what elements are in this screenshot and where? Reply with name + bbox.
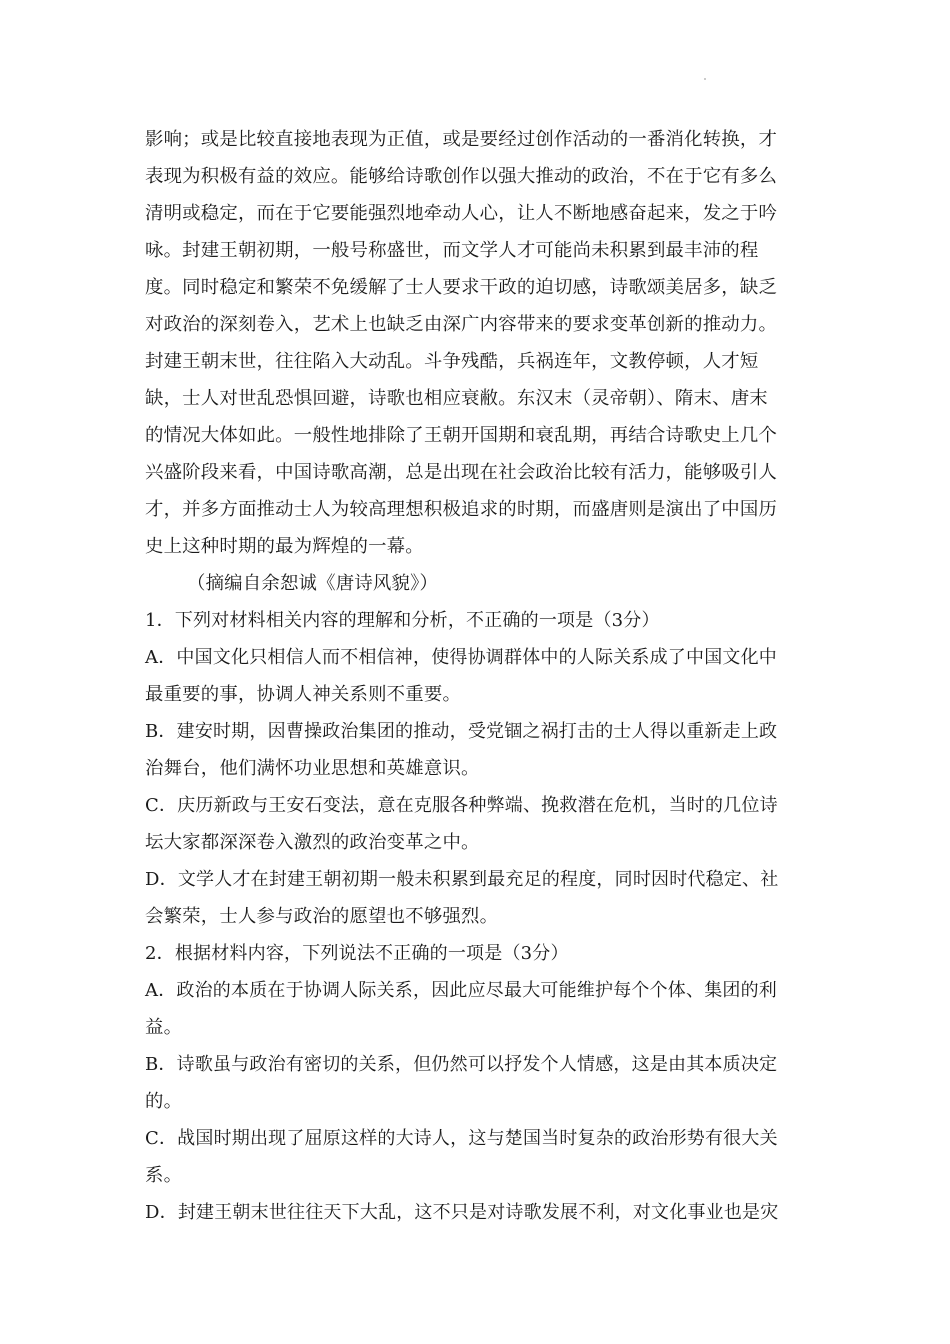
- passage-line: 缺，士人对世乱恐惧回避，诗歌也相应衰敝。东汉末（灵帝朝）、隋末、唐末: [145, 388, 768, 409]
- question-1: [145, 602, 810, 935]
- option-a-line: 最重要的事，协调人神关系则不重要。: [145, 684, 462, 705]
- question-2: [145, 935, 810, 1231]
- option-b-line: B．诗歌虽与政治有密切的关系，但仍然可以抒发个人情感，这是由其本质决定: [145, 1054, 778, 1075]
- passage-line: 度。同时稳定和繁荣不免缓解了士人要求干政的迫切感，诗歌颂美居多，缺乏: [145, 277, 778, 298]
- passage-line: 的情况大体如此。一般性地排除了王朝开国期和衰乱期，再结合诗歌史上几个: [145, 425, 778, 446]
- passage-line: 兴盛阶段来看，中国诗歌高潮，总是出现在社会政治比较有活力，能够吸引人: [145, 462, 778, 483]
- passage-line: 才，并多方面推动士人为较高理想积极追求的时期，而盛唐则是演出了中国历: [145, 499, 778, 520]
- option-d-line: 会繁荣，士人参与政治的愿望也不够强烈。: [145, 906, 499, 927]
- option-c-line: 坛大家都深深卷入激烈的政治变革之中。: [145, 832, 480, 853]
- option-b-line: B．建安时期，因曹操政治集团的推动，受党锢之祸打击的士人得以重新走上政: [145, 721, 778, 742]
- option-a-line: A．中国文化只相信人而不相信神，使得协调群体中的人际关系成了中国文化中: [145, 647, 777, 668]
- passage-line: 表现为积极有益的效应。能够给诗歌创作以强大推动的政治，不在于它有多么: [145, 166, 778, 187]
- scan-dot: [704, 78, 706, 80]
- option-d-line: D．封建王朝末世往往天下大乱，这不只是对诗歌发展不利，对文化事业也是灾: [145, 1202, 779, 1223]
- option-c-line: C．战国时期出现了屈原这样的大诗人，这与楚国当时复杂的政治形势有很大关: [145, 1128, 778, 1149]
- option-a-line: A．政治的本质在于协调人际关系，因此应尽最大可能维护每个个体、集团的利: [145, 980, 777, 1001]
- passage-line: 对政治的深刻卷入，艺术上也缺乏由深广内容带来的要求变革创新的推动力。: [145, 314, 778, 335]
- passage: [145, 121, 810, 602]
- option-b-line: 的。: [145, 1091, 183, 1112]
- question-stem: 1．下列对材料相关内容的理解和分析，不正确的一项是（3分）: [145, 610, 660, 631]
- passage-line: 史上这种时期的最为辉煌的一幕。: [145, 536, 424, 557]
- document-body: [145, 121, 810, 1231]
- passage-line: 封建王朝末世，往往陷入大动乱。斗争残酷，兵祸连年，文教停顿，人才短: [145, 351, 759, 372]
- passage-source: （摘编自余恕诚《唐诗风貌》）: [187, 573, 439, 594]
- passage-line: 清明或稳定，而在于它要能强烈地牵动人心，让人不断地感奋起来，发之于吟: [145, 203, 778, 224]
- option-a-line: 益。: [145, 1017, 183, 1038]
- passage-line: 影响；或是比较直接地表现为正值，或是要经过创作活动的一番消化转换，才: [145, 129, 778, 150]
- question-stem: 2．根据材料内容，下列说法不正确的一项是（3分）: [145, 943, 569, 964]
- option-c-line: C．庆历新政与王安石变法，意在克服各种弊端、挽救潜在危机，当时的几位诗: [145, 795, 778, 816]
- option-c-line: 系。: [145, 1165, 183, 1186]
- option-b-line: 治舞台，他们满怀功业思想和英雄意识。: [145, 758, 480, 779]
- passage-line: 咏。封建王朝初期，一般号称盛世，而文学人才可能尚未积累到最丰沛的程: [145, 240, 759, 261]
- option-d-line: D．文学人才在封建王朝初期一般未积累到最充足的程度，同时因时代稳定、社: [145, 869, 779, 890]
